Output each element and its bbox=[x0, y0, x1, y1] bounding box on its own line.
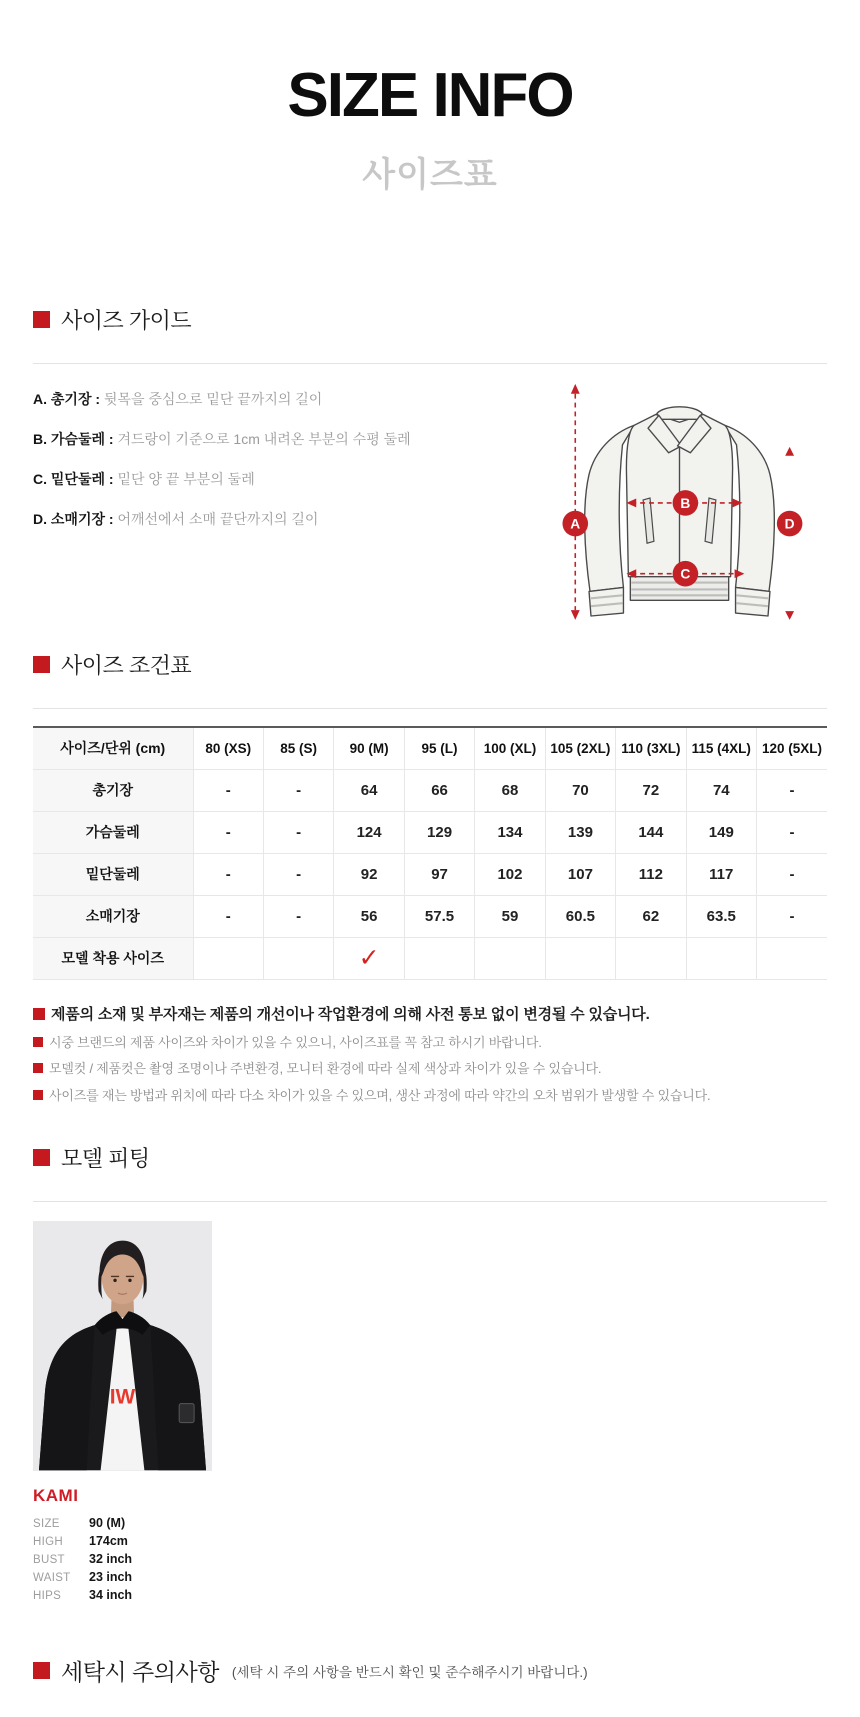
diagram-label-b: B bbox=[680, 495, 691, 511]
size-guide-section bbox=[33, 304, 827, 627]
size-row-label: 모델 착용 사이즈 bbox=[33, 937, 193, 979]
care-section-subtitle: (세탁 시 주의 사항을 반드시 확인 및 준수해주시기 바랍니다.) bbox=[231, 1664, 588, 1680]
size-cell: - bbox=[757, 853, 828, 895]
spec-value: 32 inch bbox=[89, 1552, 133, 1567]
page-subtitle: 사이즈표 bbox=[362, 156, 498, 194]
size-row-label: 소매기장 bbox=[33, 895, 193, 937]
size-column-header: 사이즈/단위 (cm) bbox=[33, 727, 193, 769]
size-cell: - bbox=[757, 895, 828, 937]
section-title: 사이즈 가이드 bbox=[61, 308, 192, 333]
size-guide-list bbox=[33, 372, 532, 627]
note-marker-icon bbox=[33, 1008, 45, 1020]
size-table-row bbox=[33, 895, 827, 937]
size-cell bbox=[334, 937, 404, 979]
care-section bbox=[33, 1654, 827, 1687]
size-cell: 92 bbox=[334, 853, 404, 895]
guide-item-label: C. 밑단둘레 : bbox=[33, 470, 118, 487]
section-marker-icon bbox=[33, 1662, 50, 1679]
diagram-label-c: C bbox=[680, 566, 691, 582]
size-cell bbox=[616, 937, 686, 979]
diagram-label-d: D bbox=[784, 516, 795, 532]
size-guide-item bbox=[33, 510, 532, 529]
size-cell: 97 bbox=[404, 853, 474, 895]
size-cell bbox=[545, 937, 615, 979]
section-title: 모델 피팅 bbox=[61, 1146, 150, 1172]
spec-label: WAIST bbox=[33, 1572, 71, 1585]
size-cell: 68 bbox=[475, 769, 545, 811]
guide-item-label: D. 소매기장 : bbox=[33, 510, 118, 527]
model-spec-row bbox=[33, 1552, 827, 1566]
size-guide-header bbox=[33, 304, 827, 335]
care-section-header bbox=[33, 1654, 827, 1687]
guide-item-label: A. 총기장 : bbox=[33, 391, 104, 407]
size-table-header-row bbox=[33, 727, 827, 769]
size-column-header: 100 (XL) bbox=[475, 727, 545, 769]
size-cell: 144 bbox=[616, 811, 686, 853]
model-size-check-icon: ✓ bbox=[358, 943, 380, 972]
size-cell: 139 bbox=[545, 811, 615, 853]
size-table-row bbox=[33, 769, 827, 811]
size-cell: - bbox=[263, 853, 333, 895]
size-cell: 72 bbox=[616, 769, 686, 811]
sleeve-patch bbox=[179, 1404, 194, 1423]
size-cell: 63.5 bbox=[686, 895, 756, 937]
size-cell: - bbox=[193, 895, 263, 937]
care-section-title: 세탁시 주의사항 bbox=[61, 1659, 219, 1686]
size-cell: - bbox=[757, 811, 828, 853]
size-table-head bbox=[33, 727, 827, 769]
size-cell: 124 bbox=[334, 811, 404, 853]
size-cell bbox=[686, 937, 756, 979]
size-cell: 57.5 bbox=[404, 895, 474, 937]
size-cell: 70 bbox=[545, 769, 615, 811]
section-title: 사이즈 조건표 bbox=[61, 653, 192, 678]
size-column-header: 80 (XS) bbox=[193, 727, 263, 769]
section-marker-icon bbox=[33, 311, 50, 328]
note-marker-icon bbox=[33, 1063, 43, 1073]
model-fitting-section bbox=[33, 1142, 827, 1602]
size-cell bbox=[757, 937, 828, 979]
size-cell: - bbox=[263, 811, 333, 853]
size-cell: 66 bbox=[404, 769, 474, 811]
note-item bbox=[33, 1087, 827, 1105]
model-fitting-header bbox=[33, 1142, 827, 1173]
size-cell: 60.5 bbox=[545, 895, 615, 937]
size-row-label: 가슴둘레 bbox=[33, 811, 193, 853]
note-item bbox=[33, 1060, 827, 1078]
size-cell: 64 bbox=[334, 769, 404, 811]
size-cell: - bbox=[193, 853, 263, 895]
model-spec-row bbox=[33, 1534, 827, 1548]
model-spec-row bbox=[33, 1570, 827, 1584]
model-spec-row bbox=[33, 1516, 827, 1530]
note-marker-icon bbox=[33, 1090, 43, 1100]
notes-list bbox=[33, 1005, 827, 1105]
size-cell: - bbox=[263, 895, 333, 937]
spec-label: HIGH bbox=[33, 1536, 63, 1549]
size-guide-item bbox=[33, 430, 532, 449]
size-table bbox=[33, 726, 827, 980]
size-table-row bbox=[33, 853, 827, 895]
guide-item-description: 겨드랑이 기준으로 1cm 내려온 부분의 수평 둘레 bbox=[117, 430, 411, 447]
model-photo-illustration bbox=[33, 1221, 212, 1471]
size-table-body bbox=[33, 769, 827, 979]
model-name: KAMI bbox=[33, 1486, 79, 1506]
guide-item-description: 밑단 양 끝 부분의 둘레 bbox=[117, 470, 255, 487]
diagram-label-a: A bbox=[570, 516, 581, 532]
size-cell: 102 bbox=[475, 853, 545, 895]
size-cell: 62 bbox=[616, 895, 686, 937]
note-text: 모델컷 / 제품컷은 촬영 조명이나 주변환경, 모니터 환경에 따라 실제 색상과 차이가 있을 수 있습니다. bbox=[49, 1061, 602, 1077]
size-cell: - bbox=[757, 769, 828, 811]
size-table-section bbox=[33, 649, 827, 1104]
size-guide-body bbox=[33, 372, 827, 627]
spec-label: SIZE bbox=[33, 1518, 60, 1531]
spec-value: 174cm bbox=[89, 1534, 128, 1549]
divider bbox=[33, 363, 827, 364]
size-cell: - bbox=[263, 769, 333, 811]
size-guide-item bbox=[33, 390, 532, 409]
note-marker-icon bbox=[33, 1037, 43, 1047]
spec-value: 23 inch bbox=[89, 1570, 133, 1585]
section-marker-icon bbox=[33, 656, 50, 673]
page-title: SIZE INFO bbox=[287, 61, 573, 130]
guide-item-description: 어깨선에서 소매 끝단까지의 길이 bbox=[117, 510, 319, 527]
size-cell: 107 bbox=[545, 853, 615, 895]
spec-label: HIPS bbox=[33, 1590, 62, 1603]
jacket-size-diagram bbox=[532, 374, 827, 627]
size-table-row bbox=[33, 811, 827, 853]
size-cell bbox=[404, 937, 474, 979]
divider bbox=[33, 1201, 827, 1202]
model-specs-list bbox=[33, 1516, 827, 1602]
size-cell: 129 bbox=[404, 811, 474, 853]
section-marker-icon bbox=[33, 1149, 50, 1166]
note-item bbox=[33, 1005, 827, 1025]
size-cell: 112 bbox=[616, 853, 686, 895]
size-column-header: 95 (L) bbox=[404, 727, 474, 769]
size-cell: 149 bbox=[686, 811, 756, 853]
shirt-print-text: IW bbox=[109, 1386, 136, 1410]
model-photo bbox=[33, 1221, 212, 1471]
size-cell: 134 bbox=[475, 811, 545, 853]
size-cell: 74 bbox=[686, 769, 756, 811]
size-cell: 117 bbox=[686, 853, 756, 895]
note-text: 제품의 소재 및 부자재는 제품의 개선이나 작업환경에 의해 사전 통보 없이 변경될 수 있습니다. bbox=[51, 1005, 650, 1023]
size-row-label: 밑단둘레 bbox=[33, 853, 193, 895]
size-cell bbox=[475, 937, 545, 979]
size-cell bbox=[263, 937, 333, 979]
spec-value: 34 inch bbox=[89, 1588, 133, 1603]
size-column-header: 105 (2XL) bbox=[545, 727, 615, 769]
guide-item-description: 뒷목을 중심으로 밑단 끝까지의 길이 bbox=[103, 391, 323, 407]
size-cell bbox=[193, 937, 263, 979]
size-table-row bbox=[33, 937, 827, 979]
size-cell: - bbox=[193, 769, 263, 811]
note-item bbox=[33, 1034, 827, 1052]
size-cell: 56 bbox=[334, 895, 404, 937]
size-column-header: 115 (4XL) bbox=[686, 727, 756, 769]
divider bbox=[33, 708, 827, 709]
size-column-header: 110 (3XL) bbox=[616, 727, 686, 769]
spec-label: BUST bbox=[33, 1554, 65, 1567]
jacket-diagram-svg bbox=[532, 374, 827, 622]
note-text: 사이즈를 재는 방법과 위치에 따라 다소 차이가 있을 수 있으며, 생산 과정에 따라 약간의 오차 범위가 발생할 수 있습니다. bbox=[49, 1087, 711, 1103]
model-spec-row bbox=[33, 1588, 827, 1602]
guide-item-label: B. 가슴둘레 : bbox=[33, 430, 118, 447]
size-table-header bbox=[33, 649, 827, 680]
spec-value: 90 (M) bbox=[89, 1516, 126, 1531]
size-column-header: 85 (S) bbox=[263, 727, 333, 769]
size-cell: - bbox=[193, 811, 263, 853]
size-column-header: 90 (M) bbox=[334, 727, 404, 769]
size-guide-item bbox=[33, 470, 532, 489]
size-cell: 59 bbox=[475, 895, 545, 937]
size-row-label: 총기장 bbox=[33, 769, 193, 811]
note-text: 시중 브랜드의 제품 사이즈와 차이가 있을 수 있으니, 사이즈표를 꼭 참고 하시기 바랍니다. bbox=[49, 1034, 542, 1050]
size-column-header: 120 (5XL) bbox=[757, 727, 828, 769]
